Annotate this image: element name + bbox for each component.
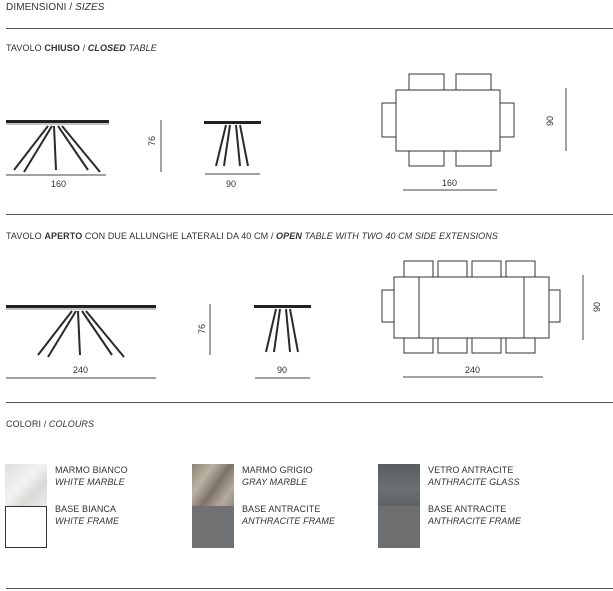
option-3-base-it: BASE ANTRACITE	[428, 504, 507, 514]
closed-top-length: 160	[442, 178, 458, 188]
option-2-top-en: GRAY MARBLE	[242, 477, 308, 487]
closed-label-prefix: TAVOLO	[6, 43, 45, 53]
page-title-sep: /	[66, 2, 76, 13]
open-label-en-bold: OPEN	[276, 231, 302, 241]
option-3-base-en: ANTHRACITE FRAME	[428, 516, 522, 526]
colours-title-sep: /	[41, 419, 49, 429]
page-title-en: SIZES	[75, 2, 105, 13]
open-top-length: 240	[465, 365, 481, 375]
closed-label-en-rest: TABLE	[125, 43, 157, 53]
closed-label-sep: /	[79, 43, 88, 53]
divider	[6, 588, 613, 589]
option-2-top-it: MARMO GRIGIO	[242, 465, 313, 475]
open-label-bold: APERTO	[44, 231, 83, 241]
closed-top-depth: 90	[545, 115, 555, 126]
open-side-length: 240	[73, 365, 89, 375]
closed-height: 76	[147, 135, 157, 146]
anthracite-frame-swatch[interactable]	[192, 506, 234, 548]
page-title	[6, 2, 105, 13]
option-3-top-en: ANTHRACITE GLASS	[428, 477, 520, 487]
colours-title-it: COLORI	[6, 419, 42, 429]
gray-marble-swatch[interactable]	[192, 464, 234, 506]
open-table-heading	[6, 231, 498, 241]
option-2-base-it: BASE ANTRACITE	[242, 504, 321, 514]
closed-front-width: 90	[226, 179, 237, 189]
option-1-base-it: BASE BIANCA	[55, 504, 117, 514]
option-2-base-en: ANTHRACITE FRAME	[242, 516, 336, 526]
divider	[6, 402, 613, 403]
open-label-en-rest: TABLE WITH TWO 40 CM SIDE EXTENSIONS	[301, 231, 498, 241]
colours-heading	[6, 419, 94, 429]
option-3-top-it: VETRO ANTRACITE	[428, 465, 514, 475]
anthracite-glass-swatch[interactable]	[378, 464, 420, 506]
white-marble-swatch[interactable]	[5, 464, 47, 506]
colours-title-en: COLOURS	[48, 419, 95, 429]
closed-label-en-bold: CLOSED	[87, 43, 126, 53]
option-1-top-en: WHITE MARBLE	[55, 477, 125, 487]
page-title-it: DIMENSIONI	[6, 2, 67, 13]
divider	[6, 28, 613, 29]
option-1-top-it: MARMO BIANCO	[55, 465, 128, 475]
open-height: 76	[197, 323, 207, 334]
closed-label-bold: CHIUSO	[44, 43, 80, 53]
option-1-base-en: WHITE FRAME	[55, 516, 120, 526]
divider	[6, 214, 613, 215]
anthracite-frame-swatch[interactable]	[378, 506, 420, 548]
white-frame-swatch[interactable]	[5, 506, 47, 548]
closed-side-length: 160	[51, 179, 67, 189]
open-label-mid: CON DUE ALLUNGHE LATERALI DA 40 CM /	[82, 231, 277, 241]
closed-table-heading	[6, 43, 157, 53]
open-top-depth: 90	[592, 301, 602, 312]
open-front-width: 90	[277, 365, 288, 375]
open-label-prefix: TAVOLO	[6, 231, 45, 241]
